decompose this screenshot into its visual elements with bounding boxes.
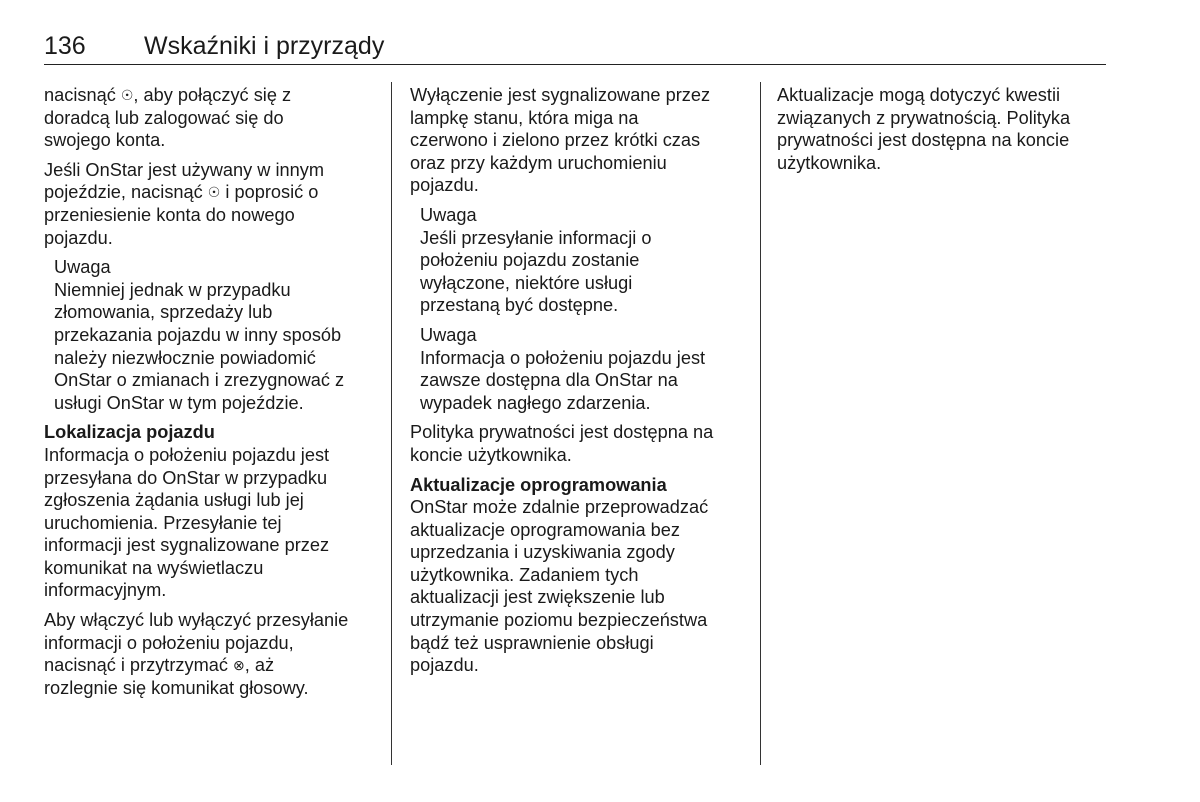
note-title: Uwaga [54, 257, 111, 278]
note-scrapping: Uwaga Niemniej jednak w przypadku złomowania, sprzedaży lub przekazania pojazdu w inny sposób należy niezwłocznie powiadomić OnStar o zmianach i zrezygnować z usługi OnStar w tym pojeździe. [54, 256, 376, 414]
note-emergency-location: Uwaga Informacja o położeniu pojazdu jest zawsze dostępna dla OnStar na wypadek nagłego zdarzenia. [420, 324, 746, 414]
page-header [44, 30, 1106, 65]
paragraph-location-info: Informacja o położeniu pojazdu jest przesyłana do OnStar w przypadku zgłoszenia żądania usługi lub jej uruchomienia. Przesyłanie tej informacji jest sygnalizowane przez komunikat na wyświetlaczu informacyjnym. [44, 444, 330, 601]
column-divider-2 [760, 82, 761, 765]
paragraph-other-vehicle: Jeśli OnStar jest używany w innym pojeździe, nacisnąć ☉ i poprosić o przeniesienie konta do nowego pojazdu. [44, 159, 324, 248]
paragraph-toggle-location: Aby włączyć lub wyłączyć przesyłanie informacji o położeniu pojazdu, nacisnąć i przytrzymać ⊗, aż rozlegnie się komunikat głosowy. [44, 610, 349, 698]
page-title: Wskaźniki i przyrządy [144, 32, 385, 60]
onstar-button-icon: ☉ [207, 184, 221, 201]
section-heading-software-updates: Aktualizacje oprogramowania [410, 474, 667, 495]
note-services-unavailable: Uwaga Jeśli przesyłanie informacji o położeniu pojazdu zostanie wyłączone, niektóre usługi przestaną być dostępne. [420, 204, 746, 317]
paragraph-updates-privacy: Aktualizacje mogą dotyczyć kwestii związanych z prywatnością. Polityka prywatności jest dostępna na koncie użytkownika. [777, 85, 1071, 173]
paragraph-software-updates: OnStar może zdalnie przeprowadzać aktualizacje oprogramowania bez uprzedzania i uzyskiwania zgody użytkownika. Zadaniem tych aktualizacji jest zwiększenie lub utrzymanie poziomu bezpieczeństwa bądź też usprawnienie obsługi pojazdu. [410, 497, 709, 676]
paragraph-disable-indication: Wyłączenie jest sygnalizowane przez lampkę stanu, która miga na czerwono i zielono przez krótki czas oraz przy każdym uruchomieniu pojazdu. [410, 85, 711, 196]
column-2 [410, 84, 746, 684]
paragraph-connect-advisor: nacisnąć ☉, aby połączyć się z doradcą lub zalogować się do swojego konta. [44, 85, 292, 151]
note-title: Uwaga [420, 324, 477, 345]
column-1 [44, 84, 376, 706]
onstar-button-icon: ☉ [120, 87, 134, 103]
section-heading-vehicle-location: Lokalizacja pojazdu [44, 422, 215, 443]
paragraph-privacy-policy: Polityka prywatności jest dostępna na koncie użytkownika. [410, 422, 714, 465]
note-title: Uwaga [420, 204, 477, 225]
location-button-icon: ⊗ [233, 657, 245, 674]
column-divider-1 [391, 82, 392, 765]
column-3 [777, 84, 1107, 181]
page-number: 136 [44, 32, 86, 60]
